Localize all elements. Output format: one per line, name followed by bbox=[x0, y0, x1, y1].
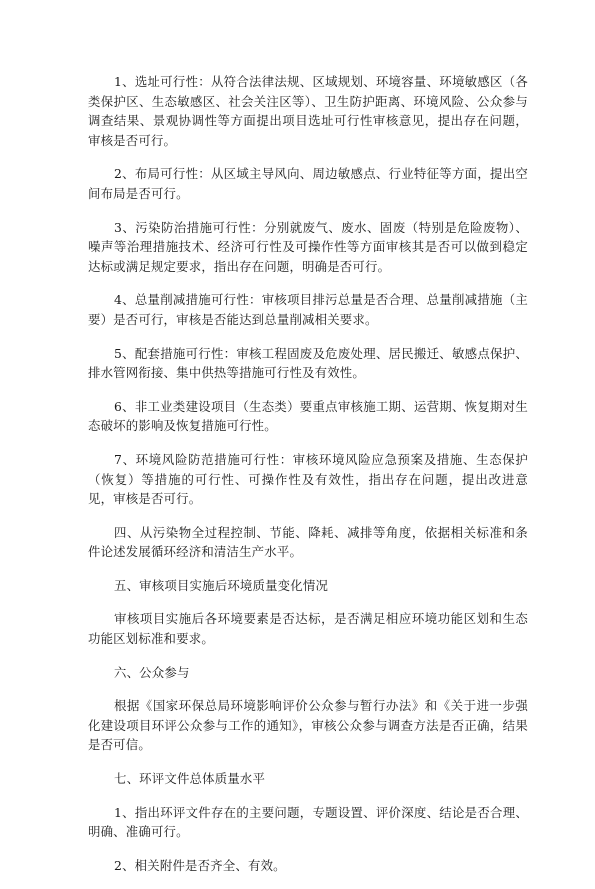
paragraph-site-feasibility: 1、选址可行性：从符合法律法规、区域规划、环境容量、环境敏感区（各类保护区、生态敏感区、社会关注区等）、卫生防护距离、环境风险、公众参与调查结果、景观协调性等方面提出项目选址可行性审核意见，提出存在问题，审核是否可行。 bbox=[88, 74, 528, 148]
paragraph-section-four: 四、从污染物全过程控制、节能、降耗、减排等角度，依据相关标准和条件论述发展循环经济和清洁生产水平。 bbox=[88, 524, 528, 560]
paragraph-main-issues: 1、指出环评文件存在的主要问题，专题设置、评价深度、结论是否合理、明确、准确可行。 bbox=[88, 804, 528, 840]
paragraph-supporting-measures: 5、配套措施可行性：审核工程固废及危废处理、居民搬迁、敏感点保护、排水管网衔接、集中供热等措施可行性及有效性。 bbox=[88, 345, 528, 381]
paragraph-environment-quality: 审核项目实施后各环境要素是否达标，是否满足相应环境功能区划和生态功能区划标准和要求。 bbox=[88, 611, 528, 647]
section-heading-five: 五、审核项目实施后环境质量变化情况 bbox=[114, 577, 329, 593]
section-heading-six: 六、公众参与 bbox=[114, 664, 190, 680]
section-heading-seven: 七、环评文件总体质量水平 bbox=[114, 771, 266, 787]
paragraph-public-participation: 根据《国家环保总局环境影响评价公众参与暂行办法》和《关于进一步强化建设项目环评公众参与工作的通知》，审核公众参与调查方法是否正确，结果是否可信。 bbox=[88, 698, 528, 753]
paragraph-layout-feasibility: 2、布局可行性：从区域主导风向、周边敏感点、行业特征等方面，提出空间布局是否可行。 bbox=[88, 166, 528, 201]
paragraph-total-reduction: 4、总量削减措施可行性：审核项目排污总量是否合理、总量削减措施（主要）是否可行，审核是否能达到总量削减相关要求。 bbox=[88, 292, 528, 327]
paragraph-risk-prevention: 7、环境风险防范措施可行性：审核环境风险应急预案及措施、生态保护（恢复）等措施的可行性、可操作性及有效性，指出存在问题，提出改进意见，审核是否可行。 bbox=[88, 451, 528, 507]
paragraph-attachments: 2、相关附件是否齐全、有效。 bbox=[114, 857, 286, 873]
paragraph-ecological-projects: 6、非工业类建设项目（生态类）要重点审核施工期、运营期、恢复期对生态破坏的影响及恢复措施可行性。 bbox=[88, 398, 528, 434]
paragraph-pollution-control: 3、污染防治措施可行性：分别就废气、废水、固废（特别是危险废物）、噪声等治理措施技术、经济可行性及可操作性等方面审核其是否可以做到稳定达标或满足规定要求，指出存在问题，明确是否可行。 bbox=[88, 219, 528, 274]
document-body bbox=[88, 72, 528, 889]
